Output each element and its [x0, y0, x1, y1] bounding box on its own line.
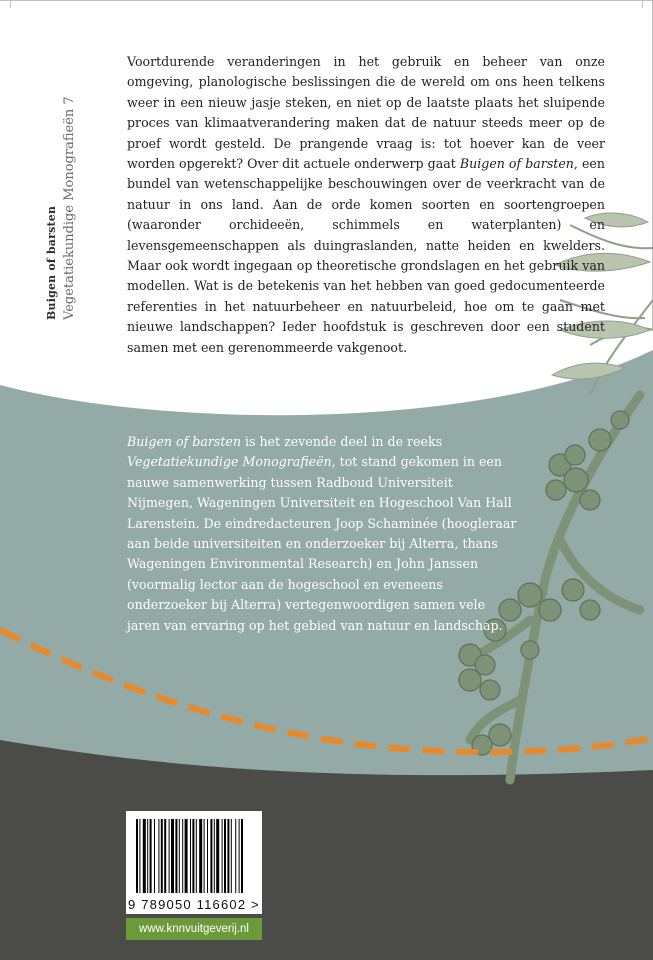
publisher-url[interactable]: www.knnvuitgeverij.nl: [126, 918, 262, 940]
blurb-part-2: , een bundel van wetenschappelijke beschouwingen over de veerkracht van de natuur in ons land. Aan de orde komen soorten en soortengroepen (waaronder orchideeën, schimmels en waterplanten) en levensgemeenschappen als duingraslanden, natte heiden en kwelders. Maar ook wordt ingegaan op theoretische grondslagen en het gebruik van modellen. Wat is de betekenis van het hebben van goed gedocumenteerde referenties in het natuurbeheer en natuurbeleid, hoe om te gaan met nieuwe landschappen? Ieder hoofdstuk is geschreven door een student samen met een gerenommeerde vakgenoot.: [127, 156, 605, 355]
series-note: [127, 432, 517, 636]
barcode-bars: [126, 811, 262, 897]
isbn-barcode: [126, 811, 262, 914]
series-note-part-2: , tot stand gekomen in een nauwe samenwerking tussen Radboud Universiteit Nijmegen, Wageningen Universiteit en Hogeschool Van Hall Larenstein. De eindredacteuren Joop Schaminée (hoogleraar aan beide universiteiten en onderzoeker bij Alterra, thans Wageningen Environmental Research) en John Janssen (voormalig lector aan de hogeschool en eveneens onderzoeker bij Alterra) vertegenwoordigen samen vele jaren van ervaring op het gebied van natuur en landschap.: [127, 454, 517, 633]
back-cover-blurb: [127, 52, 605, 358]
blurb-book-title: Buigen of barsten: [459, 156, 574, 172]
series-note-part-1: is het zevende deel in de reeks: [240, 434, 443, 449]
spine-series: Vegetatiekundige Monografieën 7: [62, 96, 77, 320]
spine-title: Buigen of barsten: [45, 205, 58, 320]
series-note-series-name: Vegetatiekundige Monografieën: [127, 454, 332, 470]
isbn-number: 9 789050 116602 >: [128, 897, 260, 912]
spine-text: [44, 96, 77, 320]
blurb-part-1: Voortdurende veranderingen in het gebruik en beheer van onze omgeving, planologische beslissingen die de wereld om ons heen telkens weer in een nieuw jasje steken, en niet op de laatste plaats het sluipende proces van klimaatverandering maken dat de natuur steeds meer op de proef wordt gesteld. De prangende vraag is: tot hoever kan de veer worden opgerekt? Over dit actuele onderwerp gaat: [127, 54, 605, 172]
series-note-book-title: Buigen of barsten: [127, 434, 241, 449]
